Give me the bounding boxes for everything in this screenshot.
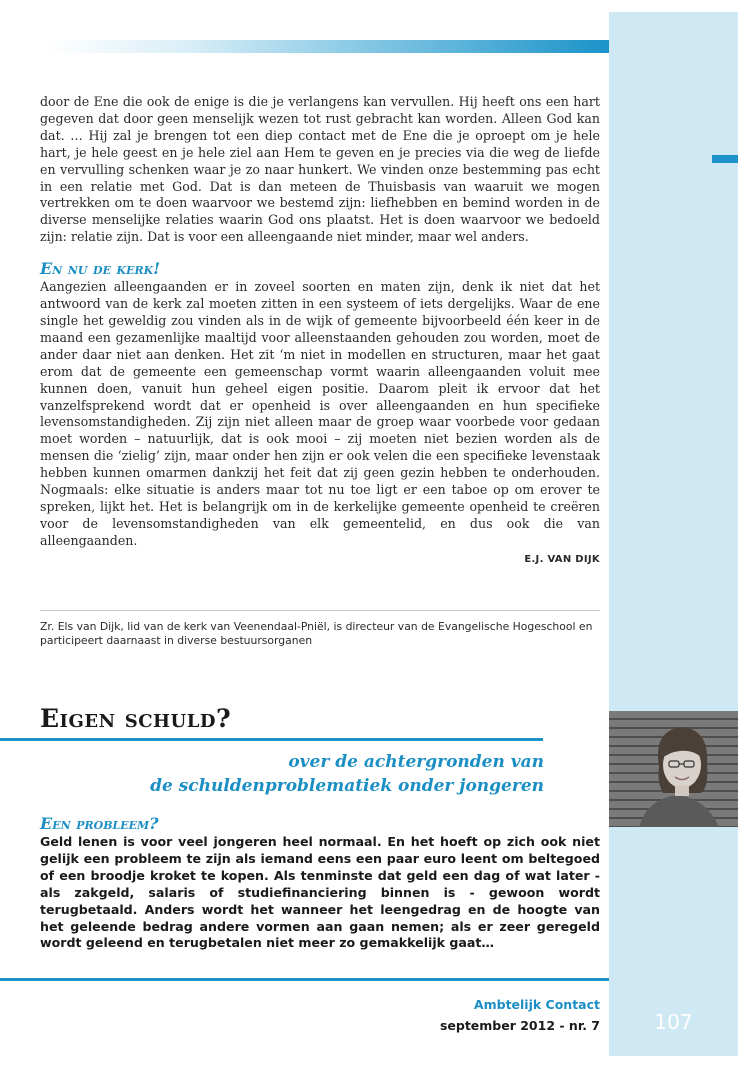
sidebar-tab-marker xyxy=(712,155,738,163)
title-underline xyxy=(0,738,543,741)
section-paragraph-kerk: Aangezien alleengaanden er in zoveel soorten en maten zijn, denk ik niet dat het antwoord van de kerk zal moeten zitten in een systeem of iets dergelijks. Waar de ene single het geweldig zou vinden als in de wijk of gemeente bijvoorbeeld één keer in de maand een gezamenlijke maaltijd voor alleenstaanden gehouden zou worden, moet de ander daar niet aan denken. Het zit ‘m niet in modellen en structuren, maar het gaat erom dat de gemeente een gemeenschap vormt waarin alleengaanden voluit mee kunnen doen, vanuit hun geheel eigen positie. Daarom pleit ik ervoor dat het vanzelfsprekend wordt dat er openheid is over alleengaanden en hun specifieke levensomstandigheden. Zij zijn niet alleen maar de groep waar voorbede voor gedaan moet worden – natuurlijk, dat is ook mooi – zij moeten niet bezien worden als de mensen die ‘zielig’ zijn, maar onder hen zijn er ook velen die een specifieke levenstaak hebben kunnen omarmen dankzij het feit dat zij geen gezin hebben te onderhouden. Nogmaals: elke situatie is anders maar tot nu toe ligt er een taboe op om erover te spreken, lijkt het. Het is belangrijk om in de kerkelijke gemeente openheid te creëren voor de levensomstandigheden van elk gemeentelid, en dus ook die van alleengaanden. xyxy=(40,279,600,548)
article-title: Eigen schuld? xyxy=(40,704,232,733)
magazine-name: Ambtelijk Contact xyxy=(473,997,600,1012)
footer-rule xyxy=(0,978,609,981)
author-footnote: Zr. Els van Dijk, lid van de kerk van Veenendaal-Pniël, is directeur van de Evangelische Hogeschool en participeert daarnaast in diverse bestuursorganen xyxy=(40,620,593,647)
section-heading-probleem: Een probleem? xyxy=(40,814,159,833)
issue-label: september 2012 - nr. 7 xyxy=(439,1018,600,1033)
page-sidebar xyxy=(609,12,738,1056)
article-body xyxy=(40,94,600,565)
page-number: 107 xyxy=(654,1010,693,1034)
article-subtitle xyxy=(150,750,544,798)
author-photo xyxy=(609,711,738,827)
section-heading-kerk: En nu de kerk! xyxy=(40,259,161,279)
footnote-divider xyxy=(40,610,600,611)
subtitle-line-2: de schuldenproblematiek onder jongeren xyxy=(150,776,544,796)
author-signature: E.J. VAN DIJK xyxy=(524,553,600,565)
top-gradient-bar xyxy=(48,40,609,53)
lead-paragraph: Geld lenen is voor veel jongeren heel normaal. En het hoeft op zich ook niet gelijk een probleem te zijn als iemand eens een paar euro leent om beltegoed of een broodje kroket te kopen. Als tenminste dat geld een dag of wat later - als zakgeld, salaris of studiefinanciering binnen is - gewoon wordt terugbetaald. Anders wordt het wanneer het leengedrag en de hoogte van het geleende bedrag andere vormen aan gaan nemen; als er zeer geregeld wordt geleend en terugbetalen niet meer zo gemakkelijk gaat… xyxy=(40,834,600,951)
intro-paragraph: door de Ene die ook de enige is die je verlangens kan vervullen. Hij heeft ons een hart gegeven dat door geen menselijk wezen tot rust gebracht kan worden. Alleen God kan dat. … Hij zal je brengen tot een diep contact met de Ene die je oproept om je hele hart, je hele geest en je hele ziel aan Hem te geven en je precies via die weg de liefde en vervulling schenken waar je zo naar hunkert. We vinden onze bestemming pas echt in een relatie met God. Dat is dan meteen de Thuisbasis van waaruit we mogen vertrekken om te doen waarvoor we bestemd zijn: liefhebben en bemind worden in de diverse menselijke relaties waarin God ons plaatst. Het is doen waarvoor we bedoeld zijn: relatie zijn. Dat is voor een alleengaande niet minder, maar wel anders. xyxy=(40,94,600,245)
article2-body xyxy=(40,814,600,952)
footer-magazine-info xyxy=(440,994,600,1036)
subtitle-line-1: over de achtergronden van xyxy=(288,752,544,772)
portrait-illustration xyxy=(609,711,738,827)
